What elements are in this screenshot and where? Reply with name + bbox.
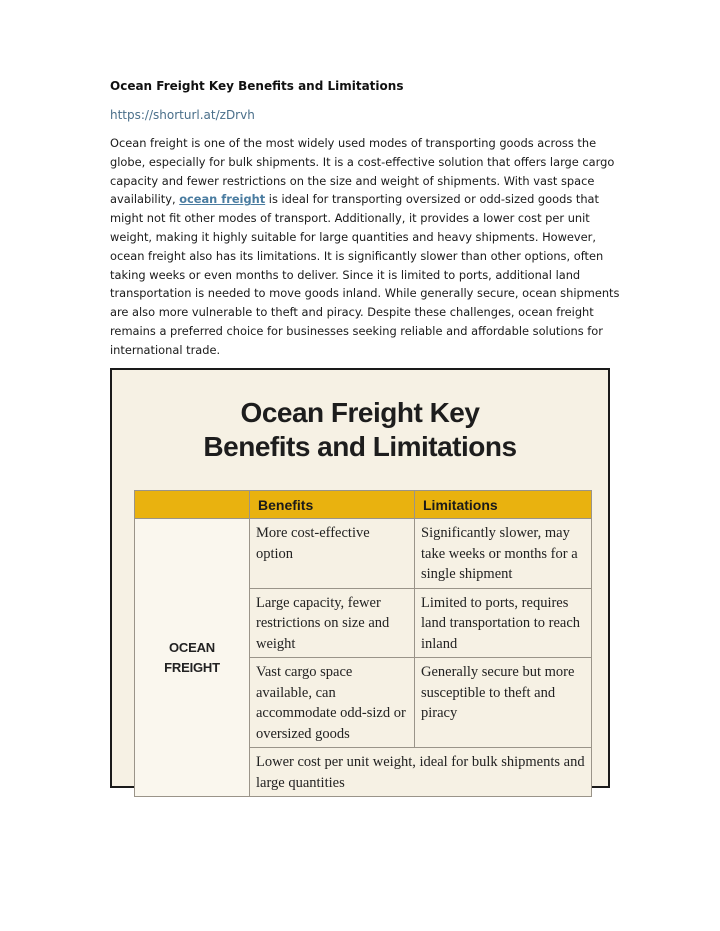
benefit-cell: Vast cargo space available, can accommodate odd-sizd or oversized goods bbox=[250, 658, 415, 748]
figure-title-line1: Ocean Freight Key bbox=[240, 397, 480, 428]
header-empty-cell bbox=[135, 491, 250, 519]
figure-title bbox=[112, 396, 608, 464]
ocean-freight-link[interactable]: ocean freight bbox=[179, 192, 266, 207]
table-row bbox=[135, 519, 592, 589]
body-paragraph bbox=[110, 134, 620, 360]
limitation-cell: Significantly slower, may take weeks or months for a single shipment bbox=[415, 519, 592, 589]
document-title: Ocean Freight Key Benefits and Limitations bbox=[110, 79, 404, 93]
benefits-limitations-table bbox=[134, 490, 592, 797]
limitation-cell: Generally secure but more susceptible to theft and piracy bbox=[415, 658, 592, 748]
header-limitations: Limitations bbox=[415, 491, 592, 519]
benefit-cell: Large capacity, fewer restrictions on size and weight bbox=[250, 588, 415, 658]
paragraph-text-part2: is ideal for transporting oversized or odd-sized goods that might not fit other modes of transport. Additionally, it provides a lower cost per unit weight, making it highly suitable for large quantities and heavy shipments. However, ocean freight also has its limitations. It is significantly slower than other options, often taking weeks or even months to deliver. Since it is limited to ports, additional land transportation is needed to move goods inland. While generally secure, ocean shipments are also more vulnerable to theft and piracy. Despite these challenges, ocean freight remains a preferred choice for businesses seeking reliable and affordable solutions for international trade. bbox=[110, 192, 620, 357]
footer-benefit-cell: Lower cost per unit weight, ideal for bulk shipments and large quantities bbox=[250, 748, 592, 797]
source-link[interactable]: https://shorturl.at/zDrvh bbox=[110, 108, 255, 122]
header-benefits: Benefits bbox=[250, 491, 415, 519]
paragraph-text-part1: Ocean freight is one of the most widely used modes of transporting goods across the globe, especially for bulk shipments. It is a cost-effective solution that offers large cargo capacity and fewer restrictions on the size and weight of shipments. With vast space availability, bbox=[110, 136, 615, 207]
limitation-cell: Limited to ports, requires land transportation to reach inland bbox=[415, 588, 592, 658]
row-label-ocean-freight: OCEAN FREIGHT bbox=[135, 519, 250, 797]
figure-title-line2: Benefits and Limitations bbox=[203, 431, 517, 462]
benefit-cell: More cost-effective option bbox=[250, 519, 415, 589]
table-header-row bbox=[135, 491, 592, 519]
infographic-figure bbox=[110, 368, 610, 791]
